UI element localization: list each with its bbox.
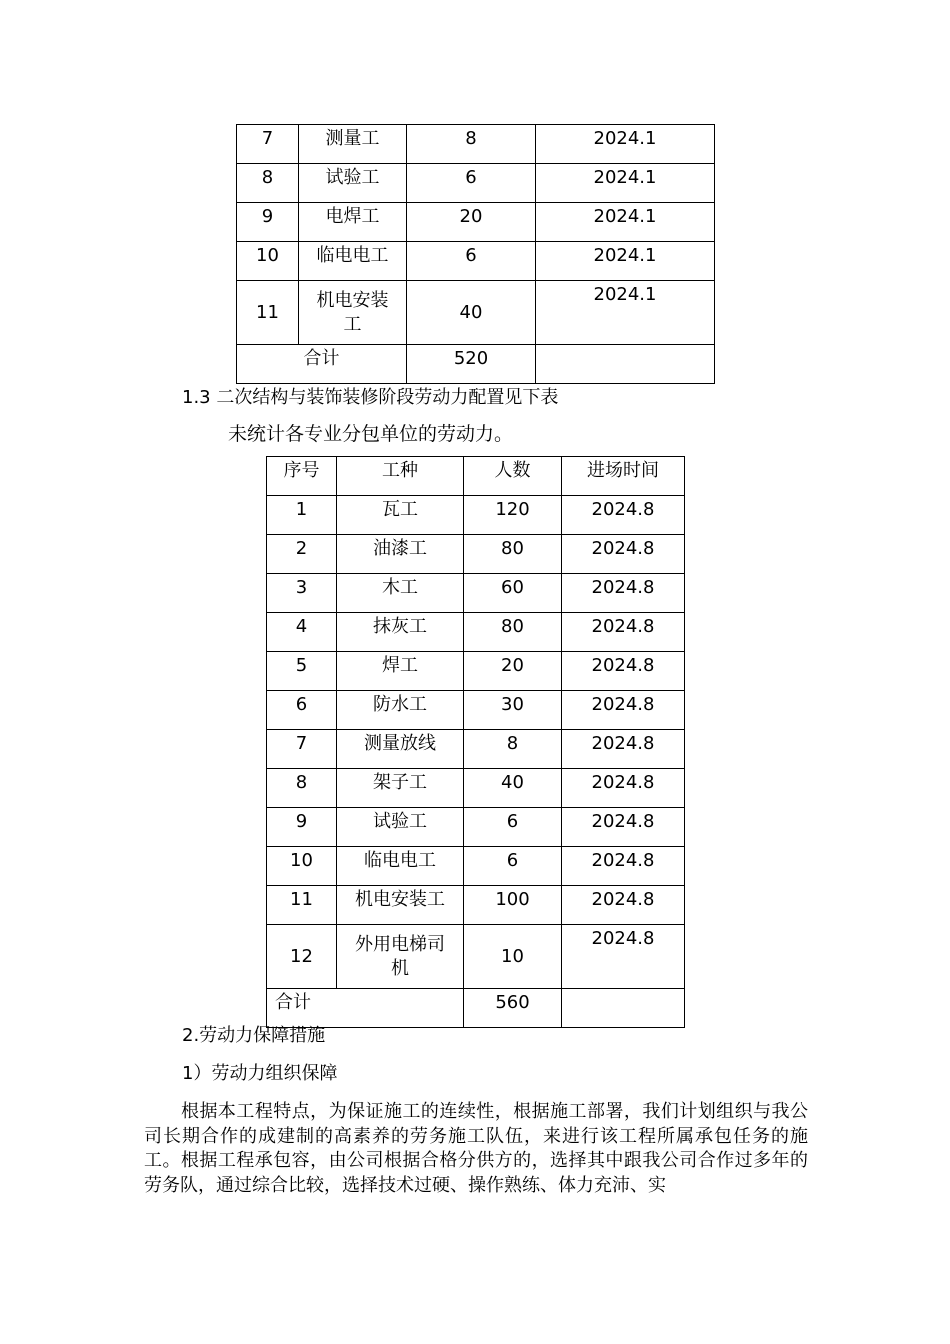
cell-date: 2024.8 [562,652,685,691]
cell-date: 2024.8 [562,574,685,613]
cell-count: 80 [464,535,562,574]
cell-total-label: 合计 [237,345,407,384]
table-row [267,691,685,730]
cell-type: 木工 [337,574,464,613]
labor-table-stage-2 [266,456,685,1028]
cell-total-label: 合计 [267,989,464,1028]
cell-no: 8 [267,769,337,808]
cell-no: 6 [267,691,337,730]
cell-type: 架子工 [337,769,464,808]
cell-count: 6 [407,164,536,203]
cell-no: 11 [267,886,337,925]
table-total-row [267,989,685,1028]
cell-date: 2024.8 [562,730,685,769]
table-row [267,886,685,925]
header-count: 人数 [464,457,562,496]
cell-date: 2024.8 [562,691,685,730]
cell-no: 4 [267,613,337,652]
labor-table-stage-1 [236,124,715,384]
cell-no: 10 [267,847,337,886]
cell-type: 电焊工 [299,203,407,242]
table-row [267,769,685,808]
cell-no: 10 [237,242,299,281]
cell-count: 6 [407,242,536,281]
cell-count: 30 [464,691,562,730]
cell-type: 临电电工 [299,242,407,281]
table-row [237,125,715,164]
cell-date: 2024.1 [536,281,715,345]
cell-date: 2024.8 [562,535,685,574]
cell-date: 2024.1 [536,164,715,203]
cell-count: 8 [464,730,562,769]
cell-total-count: 520 [407,345,536,384]
cell-total-date [562,989,685,1028]
cell-date: 2024.8 [562,613,685,652]
table-total-row [237,345,715,384]
cell-type: 外用电梯司机 [337,925,464,989]
body-paragraph: 根据本工程特点，为保证施工的连续性，根据施工部署，我们计划组织与我公司长期合作的成建制的高素养的劳务施工队伍，来进行该工程所属承包任务的施工。根据工程承包容，由公司根据合格分供方的，选择其中跟我公司合作过多年的劳务队，通过综合比较，选择技术过硬、操作熟练、体力充沛、实 [144,1101,808,1196]
cell-count: 120 [464,496,562,535]
cell-total-date [536,345,715,384]
table-row [267,574,685,613]
cell-no: 1 [267,496,337,535]
cell-no: 7 [267,730,337,769]
cell-date: 2024.1 [536,203,715,242]
cell-no: 8 [237,164,299,203]
cell-no: 9 [237,203,299,242]
table-row [237,242,715,281]
cell-date: 2024.8 [562,769,685,808]
table-row [237,281,715,345]
cell-count: 80 [464,613,562,652]
cell-no: 7 [237,125,299,164]
cell-type: 油漆工 [337,535,464,574]
cell-type: 测量工 [299,125,407,164]
cell-date: 2024.1 [536,125,715,164]
cell-count: 6 [464,847,562,886]
table-row [267,652,685,691]
header-type: 工种 [337,457,464,496]
cell-no: 5 [267,652,337,691]
cell-type: 防水工 [337,691,464,730]
header-no: 序号 [267,457,337,496]
table-row [237,203,715,242]
cell-type: 机电安装工 [337,886,464,925]
cell-type: 临电电工 [337,847,464,886]
table-row [267,613,685,652]
cell-count: 20 [407,203,536,242]
header-date: 进场时间 [562,457,685,496]
cell-no: 12 [267,925,337,989]
cell-date: 2024.8 [562,925,685,989]
cell-type: 测量放线 [337,730,464,769]
cell-count: 40 [407,281,536,345]
cell-count: 100 [464,886,562,925]
table-note: 未统计各专业分包单位的劳动力。 [228,423,514,445]
cell-count: 8 [407,125,536,164]
cell-date: 2024.1 [536,242,715,281]
cell-type: 试验工 [337,808,464,847]
cell-type: 瓦工 [337,496,464,535]
cell-count: 60 [464,574,562,613]
cell-count: 20 [464,652,562,691]
table-row [267,496,685,535]
cell-no: 11 [237,281,299,345]
section-heading-2: 2.劳动力保障措施 [182,1025,326,1046]
subsection-heading-2-1: 1）劳动力组织保障 [182,1063,338,1084]
cell-count: 6 [464,808,562,847]
cell-no: 2 [267,535,337,574]
cell-count: 10 [464,925,562,989]
cell-no: 3 [267,574,337,613]
cell-date: 2024.8 [562,496,685,535]
table-row [267,925,685,989]
table-row [267,847,685,886]
cell-total-count: 560 [464,989,562,1028]
cell-date: 2024.8 [562,847,685,886]
cell-type: 抹灰工 [337,613,464,652]
table-row [267,535,685,574]
cell-count: 40 [464,769,562,808]
section-heading-1-3: 1.3 二次结构与装饰装修阶段劳动力配置见下表 [182,387,559,408]
cell-no: 9 [267,808,337,847]
table-header-row [267,457,685,496]
cell-date: 2024.8 [562,808,685,847]
cell-date: 2024.8 [562,886,685,925]
cell-type: 焊工 [337,652,464,691]
table-row [267,808,685,847]
table-row [267,730,685,769]
cell-type: 机电安装工 [299,281,407,345]
cell-type: 试验工 [299,164,407,203]
table-row [237,164,715,203]
